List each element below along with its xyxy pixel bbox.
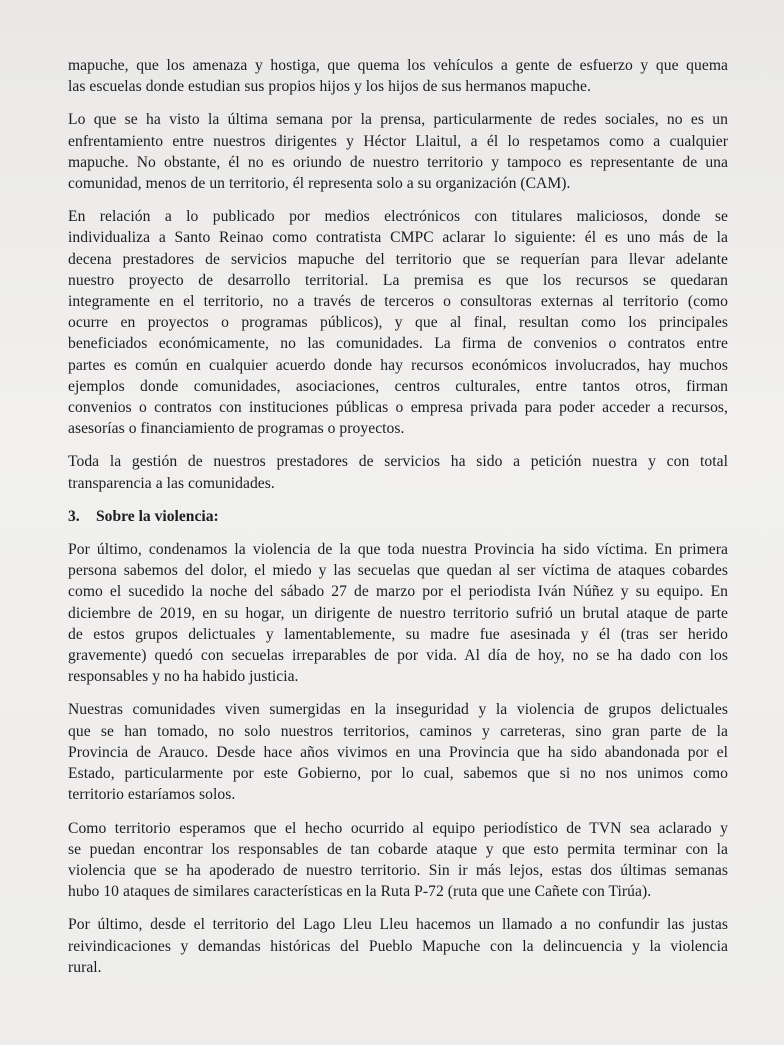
text-line: integramente en el territorio, no a través de terceros o consultoras externas al territorio (como [68, 293, 728, 311]
section-heading [68, 506, 728, 527]
text-line: individualiza a Santo Reinao como contratista CMPC aclarar lo siguiente: él es uno más de la [68, 229, 728, 247]
text-line: reivindicaciones y demandas históricas del Pueblo Mapuche con la delincuencia y la violencia [68, 937, 728, 955]
text-line: Por último, condenamos la violencia de la que toda nuestra Provincia ha sido víctima. En primera [68, 541, 728, 559]
text-line: diciembre de 2019, en su hogar, un dirigente de nuestro territorio sufrió un brutal ataque de parte [68, 604, 728, 622]
text-line: asesorías o financiamiento de programas o proyectos. [68, 420, 405, 438]
paragraph-6 [68, 699, 728, 805]
text-line: gravemente) quedó con secuelas irreparables de por vida. Al día de hoy, no se ha dado con los [68, 647, 728, 665]
text-line: mapuche. No obstante, él no es oriundo de nuestro territorio y tampoco es representante de una [68, 153, 728, 171]
text-line: como el sucedido la noche del sábado 27 de marzo por el periodista Iván Núñez y su equipo. En [68, 583, 728, 601]
paragraph-4 [68, 451, 728, 493]
text-line: Lo que se ha visto la última semana por la prensa, particularmente de redes sociales, no es un [68, 111, 728, 129]
paragraph-1 [68, 55, 728, 97]
text-line: Toda la gestión de nuestros prestadores de servicios ha sido a petición nuestra y con total [68, 453, 728, 471]
text-line: transparencia a las comunidades. [68, 474, 275, 492]
text-line: hubo 10 ataques de similares características en la Ruta P-72 (ruta que une Cañete con Tirúa). [68, 883, 652, 901]
text-line: nuestro proyecto de desarrollo territorial. La premisa es que los recursos se quedaran [68, 271, 728, 289]
text-line: de estos grupos delictuales y lamentablemente, su madre fue asesinada y él (tras ser herido [68, 625, 728, 643]
text-line: convenios o contratos con instituciones públicas o empresa privada para poder acceder a recursos, [68, 399, 728, 417]
text-line: En relación a lo publicado por medios electrónicos con titulares maliciosos, donde se [68, 208, 728, 226]
paragraph-8 [68, 914, 728, 978]
paragraph-5 [68, 539, 728, 687]
text-line: persona sabemos del dolor, el miedo y las secuelas que quedan al ser víctima de ataques cobardes [68, 562, 728, 580]
section-number: 3. [68, 507, 80, 525]
text-line: Por último, desde el territorio del Lago Lleu Lleu hacemos un llamado a no confundir las justas [68, 916, 728, 934]
text-line: se puedan encontrar los responsables de tan cobarde ataque y que esto permita terminar con la [68, 840, 728, 858]
paragraph-3 [68, 206, 728, 439]
text-line: Provincia de Arauco. Desde hace años vivimos en una Provincia que ha sido abandonada por el [68, 743, 728, 761]
text-line: Estado, particularmente por este Gobierno, por lo cual, sabemos que si no nos unimos como [68, 765, 728, 783]
document-body [68, 55, 728, 990]
text-line: enfrentamiento entre nuestros dirigentes y Héctor Llaitul, a él lo respetamos como a cualquier [68, 132, 728, 150]
text-line: las escuelas donde estudian sus propios hijos y los hijos de sus hermanos mapuche. [68, 78, 591, 96]
text-line: beneficiados económicamente, no las comunidades. La firma de convenios o contratos entre [68, 335, 728, 353]
paragraph-7 [68, 818, 728, 903]
text-line: Nuestras comunidades viven sumergidas en la inseguridad y la violencia de grupos delictuales [68, 701, 728, 719]
text-line: Como territorio esperamos que el hecho ocurrido al equipo periodístico de TVN sea aclarado y [68, 819, 728, 837]
section-title: Sobre la violencia: [96, 507, 219, 525]
text-line: partes es común en cualquier acuerdo donde hay recursos económicos involucrados, hay muchos [68, 356, 728, 374]
text-line: ejemplos donde comunidades, asociaciones, centros culturales, entre tantos otros, firman [68, 377, 728, 395]
text-line: comunidad, menos de un territorio, él representa solo a su organización (CAM). [68, 175, 571, 193]
text-line: mapuche, que los amenaza y hostiga, que quema los vehículos a gente de esfuerzo y que quema [68, 57, 728, 74]
text-line: territorio estaríamos solos. [68, 786, 236, 804]
text-line: decena prestadores de servicios mapuche del territorio que se requerían para llevar adelante [68, 250, 728, 268]
text-line: ocurre en proyectos o programas públicos), y que al final, resultan como los principales [68, 314, 728, 332]
text-line: rural. [68, 958, 102, 976]
text-line: que se han tomado, no solo nuestros territorios, caminos y carreteras, sino gran parte de la [68, 722, 728, 740]
text-line: violencia que se ha apoderado de nuestro territorio. Sin ir más lejos, estas dos últimas semanas [68, 861, 728, 879]
text-line: responsables y no ha habido justicia. [68, 668, 299, 686]
paragraph-2 [68, 109, 728, 194]
